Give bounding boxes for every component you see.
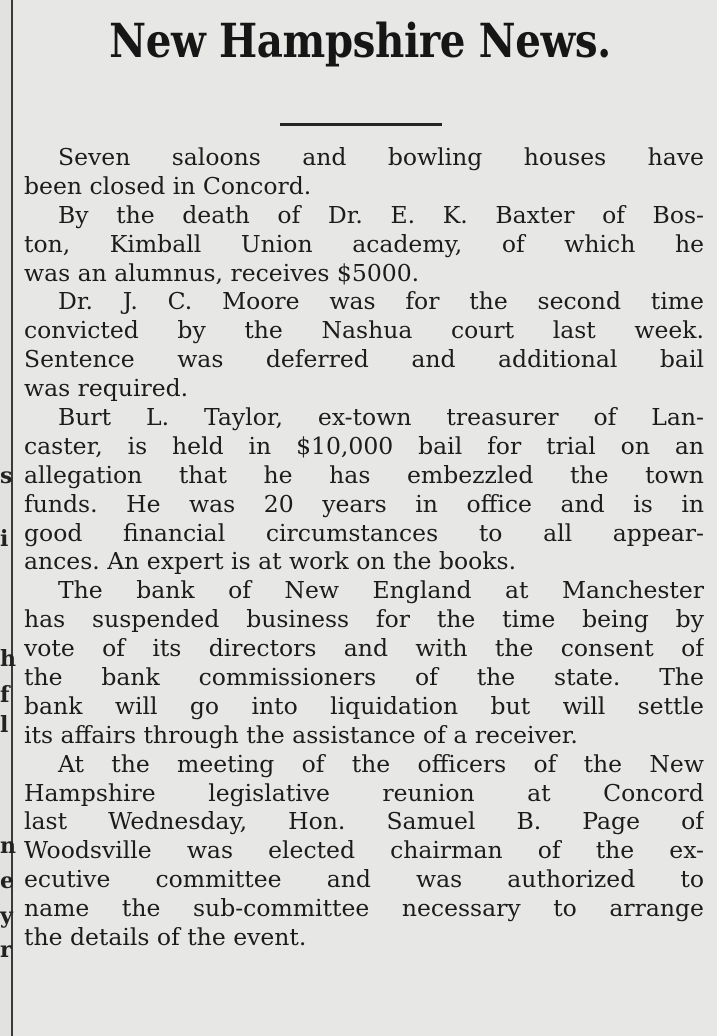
text-line: been closed in Concord. [24,171,312,200]
edge-fragment: s [0,463,13,489]
text-line: ances. An expert is at work on the books. [24,547,517,576]
edge-fragment: h [0,646,16,672]
text-line: ton, Kimball Union academy, of which he [24,229,704,258]
text-line: By the death of Dr. E. K. Baxter of Bos- [58,200,704,229]
text-line: Seven saloons and bowling houses have [58,143,704,171]
text-line: good financial circumstances to all appear- [24,518,704,547]
text-line: funds. He was 20 years in office and is in [24,489,704,518]
text-line: was an alumnus, receives $5000. [24,258,420,287]
text-line: bank will go into liquidation but will settle [24,691,704,720]
text-line: Dr. J. C. Moore was for the second time [58,287,704,316]
text-line: The bank of New England at Manchester [58,576,704,605]
news-item-reunion [24,750,704,952]
headline-divider [280,123,442,126]
text-line: At the meeting of the officers of the New [58,749,704,778]
news-item-moore [24,287,704,403]
news-item-taylor [24,403,704,576]
text-line: convicted by the Nashua court last week. [24,316,704,345]
text-line: was required. [24,374,189,403]
edge-fragment: r [0,937,12,963]
page-title: New Hampshire News. [109,14,611,69]
news-item-bank [24,576,704,749]
text-line: Burt L. Taylor, ex-town treasurer of Lan- [58,403,704,432]
edge-fragment: e [0,868,14,894]
text-line: Sentence was deferred and additional bail [24,345,704,374]
text-line: last Wednesday, Hon. Samuel B. Page of [24,807,704,836]
edge-fragment: y [0,903,13,929]
text-line: caster, is held in $10,000 bail for trial on an [24,431,704,460]
text-line: the bank commissioners of the state. The [24,663,704,692]
news-item-baxter [24,201,704,288]
text-line: name the sub-committee necessary to arrange [24,894,704,923]
text-line: Woodsville was elected chairman of the ex- [24,836,704,865]
text-line: ecutive committee and was authorized to [24,865,704,894]
edge-fragment: i [0,526,9,552]
text-line: has suspended business for the time being by [24,605,704,634]
text-line: its affairs through the assistance of a receiver. [24,720,578,749]
text-line: Hampshire legislative reunion at Concord [24,778,704,807]
text-line: allegation that he has embezzled the town [24,460,704,489]
news-item-saloons [24,143,704,201]
edge-fragment: f [0,682,10,708]
edge-fragment: n [0,833,16,859]
text-line: vote of its directors and with the consent of [24,634,704,663]
article-list [24,143,704,952]
text-line: the details of the event. [24,923,307,952]
edge-fragment: l [0,712,9,738]
